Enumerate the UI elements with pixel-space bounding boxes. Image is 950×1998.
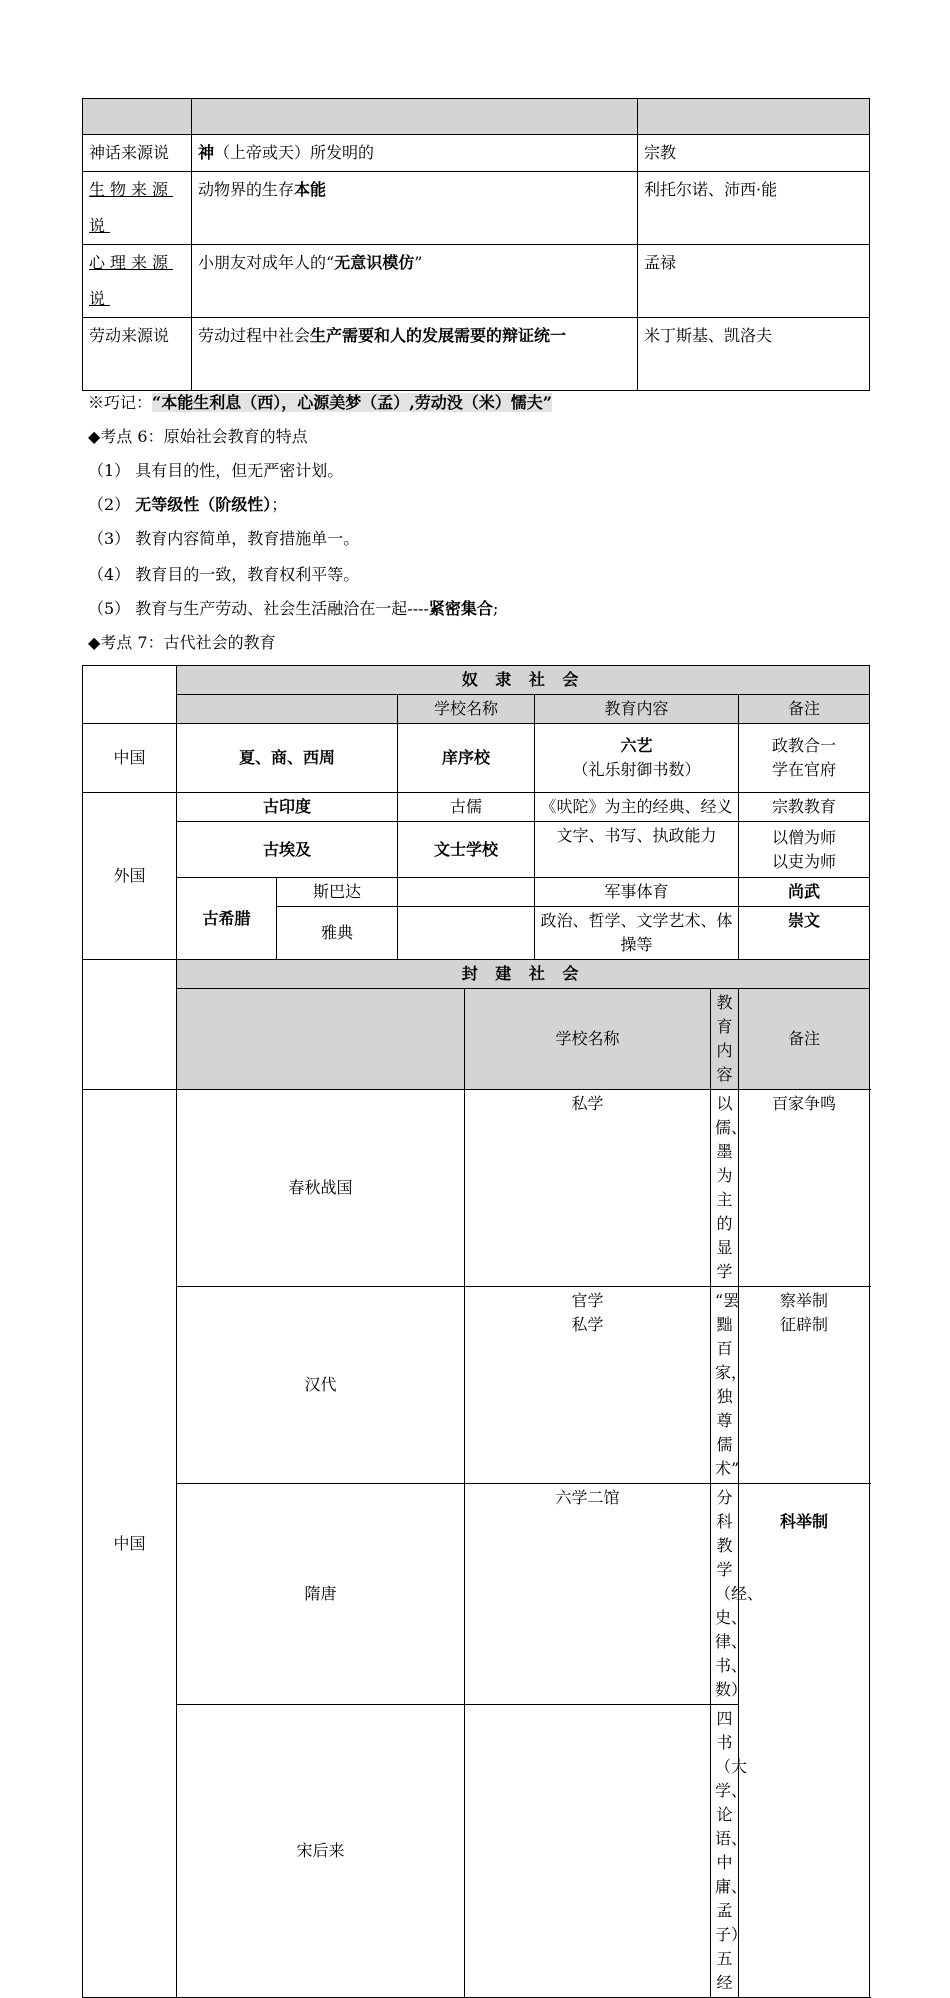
theory-name: 劳动来源说 [83, 318, 192, 391]
representative: 孟禄 [638, 245, 870, 318]
table-row: 汉代 官学 私学 “罢黜百家，独尊儒术” 察举制 征辟制 [83, 1287, 870, 1484]
table-row [83, 245, 870, 318]
theory-name: 生物来源说 [83, 172, 192, 245]
theory-content: 神（上帝或天）所发明的 [192, 135, 638, 172]
feudal-society-header: 封 建 社 会 [177, 960, 870, 989]
table-row: 古埃及 文士学校 文字、书写、执政能力 以僧为师 以吏为师 [83, 822, 870, 878]
list-item: （1） 具有目的性，但无严密计划。 [88, 461, 344, 480]
list-item: （3） 教育内容简单，教育措施单一。 [88, 529, 360, 548]
table-row: 古希腊 斯巴达 军事体育 尚武 [83, 878, 870, 907]
table-row: 外国 古印度 古儒 《吠陀》为主的经典、经义 宗教教育 [83, 793, 870, 822]
region-label: 中国 [83, 724, 177, 793]
representative: 宗教 [638, 135, 870, 172]
header-row [83, 99, 870, 135]
slave-society-header: 奴 隶 社 会 [177, 666, 870, 695]
table-row: 中国 夏、商、西周 庠序校 六艺 （礼乐射御书数） 政教合一 学在官府 [83, 724, 870, 793]
table-row [83, 172, 870, 245]
representative: 米丁斯基、凯洛夫 [638, 318, 870, 391]
theory-content: 小朋友对成年人的“无意识模仿” [192, 245, 638, 318]
theory-content: 劳动过程中社会生产需要和人的发展需要的辩证统一 [192, 318, 638, 391]
table-row: 宋后来 四书（大学、论语、中庸、孟子） 五经 [83, 1705, 870, 1998]
col-content: 教育内容 [535, 695, 739, 724]
theory-name: 神话来源说 [83, 135, 192, 172]
col-school: 学校名称 [398, 695, 535, 724]
representative: 利托尔诺、沛西·能 [638, 172, 870, 245]
list-item: （5） 教育与生产劳动、社会生活融洽在一起----紧密集合; [88, 599, 499, 618]
theory-content: 动物界的生存本能 [192, 172, 638, 245]
table-row: 雅典 政治、哲学、文学艺术、体操等 崇文 [83, 907, 870, 960]
region-label: 外国 [83, 793, 177, 960]
table-row [83, 318, 870, 391]
ancient-education-table: 奴 隶 社 会 学校名称 教育内容 备注 中国 夏、商、西周 庠序校 六艺 （礼乐射御书数） 政教合一 学在官府 外国 古印度 古儒 《吠陀》为主的经典、经义 宗教教育 古埃及 文士学校 文字、书写、执政能力 以僧为师 以吏为师 古希腊 斯巴达 军事体育 尚武 雅典 政治、哲学、文学艺术、体操等 崇文 封 建 社 会 学校名称 教育内容 备注 中国 春秋战国 私学 以儒、墨为主的显学 百家争鸣 汉代 官学 私学 “罢黜百家，独尊儒术” 察举制 征辟制 隋唐 六学二馆 分科教学（经、史、律、书、数） 科举制 宋后来 四书（大学、论语、中庸、孟子） 五经 [82, 665, 870, 1998]
list-item: （4） 教育目的一致，教育权利平等。 [88, 565, 360, 584]
table-row: 隋唐 六学二馆 分科教学（经、史、律、书、数） 科举制 [83, 1484, 870, 1705]
region-label: 中国 [83, 1090, 177, 1998]
theory-name: 心理来源说 [83, 245, 192, 318]
kp7-title: ◆考点 7：古代社会的教育 [88, 633, 276, 652]
mnemonic-text: “本能生利息（西），心源美梦（孟）,劳动没（米）懦夫” [152, 393, 552, 412]
table-row [83, 135, 870, 172]
kp6-title: ◆考点 6：原始社会教育的特点 [88, 427, 308, 446]
origin-table [82, 98, 870, 391]
mnemonic: ※巧记：“本能生利息（西），心源美梦（孟）,劳动没（米）懦夫” [88, 393, 552, 412]
col-note: 备注 [739, 695, 870, 724]
list-item: （2） 无等级性（阶级性）； [88, 495, 288, 514]
table-row: 中国 春秋战国 私学 以儒、墨为主的显学 百家争鸣 [83, 1090, 870, 1287]
